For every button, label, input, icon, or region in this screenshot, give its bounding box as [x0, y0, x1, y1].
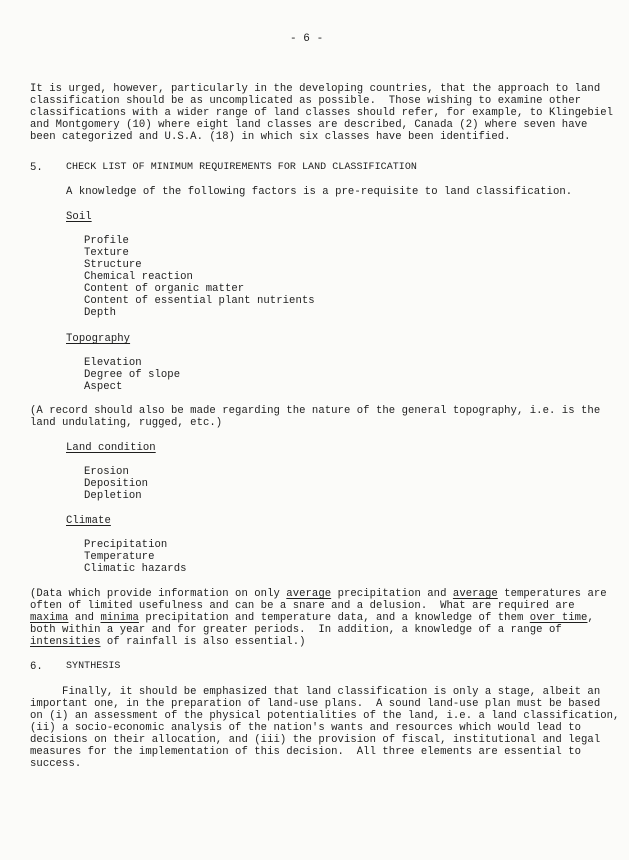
synthesis-line: decisions on their allocation, and (iii) the provision of fiscal, institutional and legal	[30, 734, 601, 746]
section-number: 6.	[30, 661, 43, 673]
list-item: Climatic hazards	[84, 563, 187, 575]
emphasis: minima	[100, 612, 139, 624]
list-item: Content of organic matter	[84, 283, 245, 295]
list-item: Erosion	[84, 466, 129, 478]
page-number: - 6 -	[290, 33, 324, 45]
synthesis-line: on (i) an assessment of the physical potentialities of the land, i.e. a land classification,	[30, 710, 620, 722]
list-item: Chemical reaction	[84, 271, 193, 283]
climate-note-line: (Data which provide information on only average precipitation and average temperatures are	[30, 588, 607, 600]
list-item: Elevation	[84, 357, 142, 369]
emphasis: maxima	[30, 612, 69, 624]
list-item: Texture	[84, 247, 129, 259]
subheading-climate: Climate	[66, 515, 111, 527]
climate-note-line: both within a year and for greater periods. In addition, a knowledge of a range of	[30, 624, 562, 636]
intro-line: classification should be as uncomplicated as possible. Those wishing to examine other	[30, 95, 582, 107]
synthesis-line: important one, in the preparation of land-use plans. A sound land-use plan must be based	[30, 698, 601, 710]
list-item: Profile	[84, 235, 129, 247]
section-lead: A knowledge of the following factors is a pre-requisite to land classification.	[66, 186, 573, 198]
climate-note-line: intensities of rainfall is also essential.)	[30, 636, 306, 648]
list-item: Temperature	[84, 551, 155, 563]
list-item: Precipitation	[84, 539, 168, 551]
synthesis-line: measures for the implementation of this decision. All three elements are essential to	[30, 746, 582, 758]
intro-line: and Montgomery (10) where eight land classes are described, Canada (2) where seven have	[30, 119, 588, 131]
climate-note-line: maxima and minima precipitation and temperature data, and a knowledge of them over time,	[30, 612, 594, 624]
subheading-soil: Soil	[66, 211, 92, 223]
section-heading: SYNTHESIS	[66, 661, 121, 672]
emphasis: average	[452, 588, 498, 600]
intro-line: classifications with a wider range of land classes should refer, for example, to Klingebiel	[30, 107, 614, 119]
section-heading: CHECK LIST OF MINIMUM REQUIREMENTS FOR LAND CLASSIFICATION	[66, 162, 417, 173]
topography-note: land undulating, rugged, etc.)	[30, 417, 223, 429]
subheading-land-condition: Land condition	[66, 442, 156, 454]
emphasis: average	[286, 588, 332, 600]
list-item: Depletion	[84, 490, 142, 502]
synthesis-line: (ii) a socio-economic analysis of the nation's wants and resources which would lead to	[30, 722, 582, 734]
intro-line: been categorized and U.S.A. (18) in which six classes have been identified.	[30, 131, 511, 143]
list-item: Degree of slope	[84, 369, 181, 381]
subheading-topography: Topography	[66, 333, 131, 345]
section-number: 5.	[30, 162, 43, 174]
topography-note: (A record should also be made regarding the nature of the general topography, i.e. is the	[30, 405, 601, 417]
emphasis: over time	[529, 612, 588, 624]
list-item: Aspect	[84, 381, 123, 393]
intro-line: It is urged, however, particularly in the developing countries, that the approach to land	[30, 83, 601, 95]
list-item: Depth	[84, 307, 117, 319]
climate-note-line: often of limited usefulness and can be a snare and a delusion. What are required are	[30, 600, 575, 612]
synthesis-line: success.	[30, 758, 82, 770]
emphasis: intensities	[30, 636, 101, 648]
list-item: Content of essential plant nutrients	[84, 295, 315, 307]
list-item: Structure	[84, 259, 142, 271]
list-item: Deposition	[84, 478, 149, 490]
synthesis-line: Finally, it should be emphasized that land classification is only a stage, albeit an	[30, 686, 601, 698]
